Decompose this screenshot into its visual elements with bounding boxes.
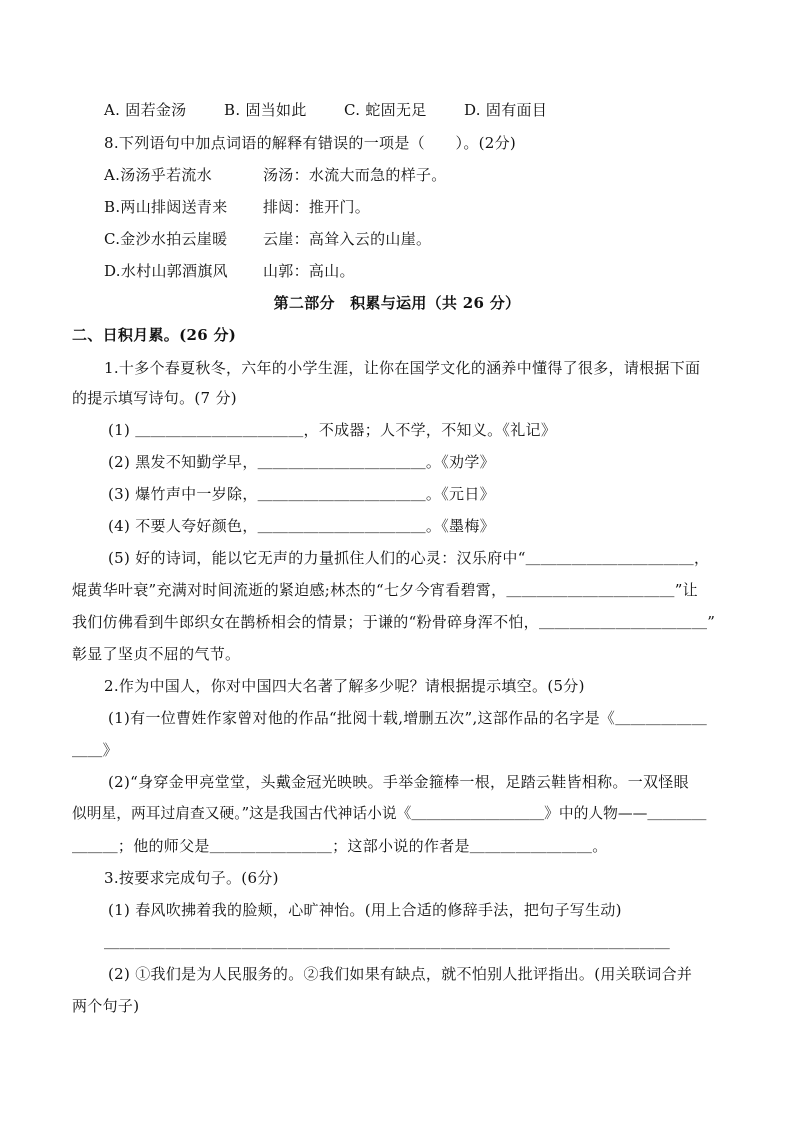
q1-stem-line1: 1.十多个春夏秋冬，六年的小学生涯，让你在国学文化的涵养中懂得了很多，请根据下面 <box>104 359 701 377</box>
q7-option-b: B. 固当如此 <box>224 101 307 119</box>
q1-item-5-line2: 焜黄华叶衰”充满对时间流逝的紧迫感;林杰的“七夕今宵看碧霄，＿＿＿＿＿＿＿＿＿＿＿”让 <box>72 581 698 599</box>
q7-options-row <box>104 100 754 120</box>
q8-item-definition: 云崖：高耸入云的山崖。 <box>263 230 432 248</box>
q3-item-2-line2: 两个句子) <box>72 997 140 1015</box>
q8-item-b <box>104 197 704 217</box>
q8-item-definition: 排闼：推开门。 <box>263 198 371 216</box>
q8-item-c <box>104 229 704 249</box>
q2-item-1-line1: (1)有一位曹姓作家曾对他的作品“批阅十载,增删五次”,这部作品的名字是《＿＿＿＿＿＿ <box>108 709 708 727</box>
q8-item-sentence: A.汤汤乎若流水 <box>104 166 213 184</box>
q8-item-a <box>104 165 704 185</box>
q8-item-sentence: D.水村山郭酒旗风 <box>104 262 228 280</box>
q8-item-d <box>104 261 704 281</box>
q2-item-2-line3: ＿＿＿；他的师父是＿＿＿＿＿＿＿＿；这部小说的作者是＿＿＿＿＿＿＿＿。 <box>72 837 608 855</box>
q2-item-2-line1: (2)“身穿金甲亮堂堂，头戴金冠光映映。手举金箍棒一根，足踏云鞋皆相称。一双怪眼 <box>108 773 689 791</box>
q3-item-1: (1) 春风吹拂着我的脸颊，心旷神怡。(用上合适的修辞手法，把句子写生动) <box>108 901 622 919</box>
q3-item-2-line1: (2) ①我们是为人民服务的。②我们如果有缺点，就不怕别人批评指出。(用关联词合并 <box>108 965 693 983</box>
q1-item-5-line4: 彰显了坚贞不屈的气节。 <box>72 645 241 663</box>
q8-item-definition: 汤汤：水流大而急的样子。 <box>263 166 447 184</box>
q1-item-4: (4) 不要人夸好颜色，＿＿＿＿＿＿＿＿＿＿＿。《墨梅》 <box>108 517 495 535</box>
q1-item-2: (2) 黑发不知勤学早，＿＿＿＿＿＿＿＿＿＿＿。《劝学》 <box>108 453 495 471</box>
q7-option-d: D. 固有面目 <box>464 101 548 119</box>
q2-item-1-line2: ＿＿》 <box>72 741 118 759</box>
q8-item-sentence: B.两山排闼送青来 <box>104 198 228 216</box>
q1-item-5-line3: 我们仿佛看到牛郎织女在鹊桥相会的情景；于谦的“粉骨碎身浑不怕，＿＿＿＿＿＿＿＿＿＿＿” <box>72 613 716 631</box>
q1-item-5-line1: (5) 好的诗词，能以它无声的力量抓住人们的心灵：汉乐府中“＿＿＿＿＿＿＿＿＿＿＿， <box>108 549 710 567</box>
q8-item-sentence: C.金沙水拍云崖暖 <box>104 230 228 248</box>
q8-item-definition: 山郭：高山。 <box>263 262 355 280</box>
q1-stem-line2: 的提示填写诗句。(7 分) <box>72 389 237 407</box>
q1-item-3: (3) 爆竹声中一岁除，＿＿＿＿＿＿＿＿＿＿＿。《元日》 <box>108 485 495 503</box>
part2-title: 第二部分 积累与运用（共 26 分） <box>273 294 521 312</box>
q7-option-a: A. 固若金汤 <box>104 101 187 119</box>
section2-title: 二、日积月累。(26 分) <box>72 326 237 344</box>
q3-stem: 3.按要求完成句子。(6分) <box>104 869 279 887</box>
q2-stem: 2.作为中国人，你对中国四大名著了解多少呢？请根据提示填空。(5分) <box>104 677 585 695</box>
q7-option-c: C. 蛇固无足 <box>344 101 427 119</box>
q2-item-2-line2: 似明星，两耳过肩查又硬。”这是我国古代神话小说《＿＿＿＿＿＿＿＿＿》中的人物——＿＿＿＿ <box>72 805 707 822</box>
q1-item-1: (1) ＿＿＿＿＿＿＿＿＿＿＿，不成器；人不学，不知义。《礼记》 <box>108 421 557 439</box>
q8-stem: 8.下列语句中加点词语的解释有错误的一项是（ ）。(2分) <box>104 134 517 152</box>
q3-answer-line[interactable]: ＿＿＿＿＿＿＿＿＿＿＿＿＿＿＿＿＿＿＿＿＿＿＿＿＿＿＿＿＿＿＿＿＿＿＿＿＿ <box>104 933 671 951</box>
